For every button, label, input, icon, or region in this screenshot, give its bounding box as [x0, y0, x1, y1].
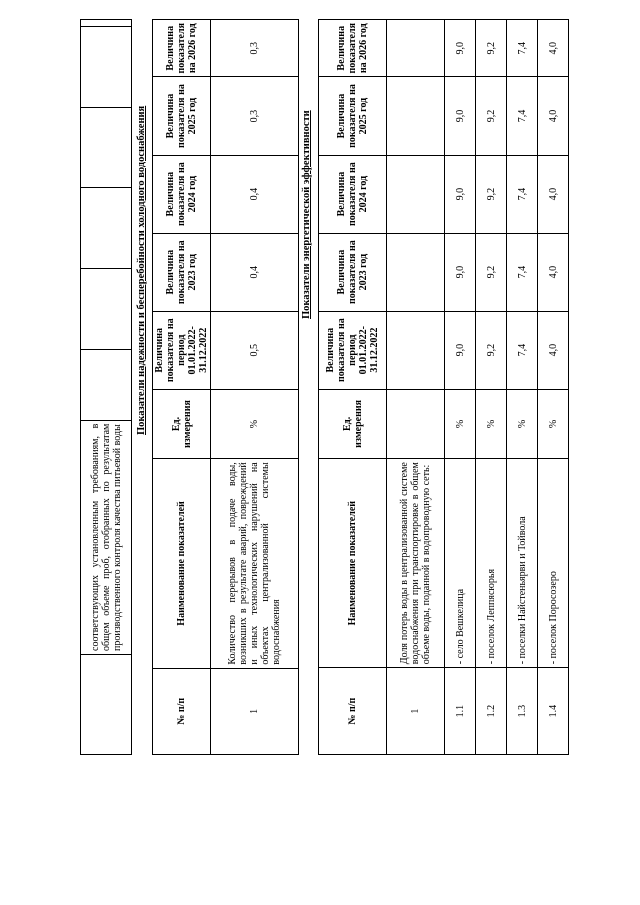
row-value-2023: 9,0 — [445, 233, 476, 311]
row-num: 1 — [387, 668, 445, 755]
row-unit: % — [445, 389, 476, 458]
row-value-2025: 0,3 — [211, 77, 299, 155]
row-value-2023 — [387, 233, 445, 311]
row-value-2025 — [387, 77, 445, 155]
row-num: 1 — [211, 668, 299, 754]
row-value-2025: 9,0 — [445, 77, 476, 155]
header-2025: Величина показателя на 2025 год — [319, 77, 387, 155]
row-unit — [387, 389, 445, 458]
header-2023: Величина показателя на 2023 год — [153, 233, 211, 311]
row-value-2024 — [387, 155, 445, 233]
row-value-2026: 9,2 — [476, 20, 507, 78]
header-name: Наименование показателей — [153, 459, 211, 668]
row-num: 1.2 — [476, 668, 507, 755]
row-value-2022: 7,4 — [507, 311, 538, 389]
row-unit: % — [538, 389, 569, 458]
row-value-2022 — [387, 311, 445, 389]
row-value-2024: 0,4 — [211, 155, 299, 233]
header-name: Наименование показателей — [319, 459, 387, 668]
row-name: Доля потерь воды в централизованной системе водоснабжения при транспортировке в общем объеме воды, поданной в водопроводную сеть: — [387, 459, 445, 668]
header-unit: Ед. измерения — [153, 389, 211, 458]
header-2025: Величина показателя на 2025 год — [153, 77, 211, 155]
row-unit: % — [507, 389, 538, 458]
row-value-2022: 9,2 — [476, 311, 507, 389]
table-row — [445, 20, 476, 755]
row-value-2024: 4,0 — [538, 155, 569, 233]
reliability-table — [152, 19, 299, 755]
energy-table — [318, 19, 569, 755]
row-value-2026: 9,0 — [445, 20, 476, 78]
top-fragment-empty-num — [81, 654, 132, 754]
row-value-2022: 0,5 — [211, 311, 299, 389]
header-2024: Величина показателя на 2024 год — [153, 155, 211, 233]
top-fragment-empty — [81, 188, 132, 269]
table-row — [507, 20, 538, 755]
section-energy-title: Показатели энергетической эффективности — [301, 110, 312, 319]
top-fragment-empty — [81, 27, 132, 108]
row-value-2024: 9,0 — [445, 155, 476, 233]
row-value-2023: 0,4 — [211, 233, 299, 311]
header-unit: Ед. измерения — [319, 389, 387, 458]
table-row — [538, 20, 569, 755]
top-fragment-table — [80, 19, 132, 755]
row-value-2025: 7,4 — [507, 77, 538, 155]
row-value-2025: 4,0 — [538, 77, 569, 155]
row-value-2025: 9,2 — [476, 77, 507, 155]
row-name: Количество перерывов в подаче воды, возникших в результате аварий, повреждений и иных технологических нарушений на объектах централизованной системы водоснабжения — [211, 459, 299, 668]
header-2022: Величина показателя на период 01.01.2022-31.12.2022 — [153, 311, 211, 389]
top-fragment-text: соответствующих установленным требованиям, в общем объеме проб, отобранных по результатам производственного контроля качества питьевой воды — [81, 420, 132, 654]
row-value-2023: 7,4 — [507, 233, 538, 311]
row-value-2023: 4,0 — [538, 233, 569, 311]
row-value-2024: 7,4 — [507, 155, 538, 233]
row-value-2023: 9,2 — [476, 233, 507, 311]
header-2023: Величина показателя на 2023 год — [319, 233, 387, 311]
row-unit: % — [211, 389, 299, 458]
row-value-2024: 9,2 — [476, 155, 507, 233]
row-name: - село Вешкелица — [445, 459, 476, 668]
top-fragment-empty — [81, 349, 132, 420]
table-row — [476, 20, 507, 755]
row-value-2022: 9,0 — [445, 311, 476, 389]
header-2026: Величина показателя на 2026 год — [153, 20, 211, 78]
table-header-row — [153, 20, 211, 755]
table-row — [211, 20, 299, 755]
row-num: 1.3 — [507, 668, 538, 755]
table-row — [387, 20, 445, 755]
row-value-2026: 0,3 — [211, 20, 299, 78]
row-value-2026: 7,4 — [507, 20, 538, 78]
table-header-row — [319, 20, 387, 755]
row-name: - поселок Поросозеро — [538, 459, 569, 668]
header-2022: Величина показателя на период 01.01.2022-31.12.2022 — [319, 311, 387, 389]
row-num: 1.1 — [445, 668, 476, 755]
row-unit: % — [476, 389, 507, 458]
top-fragment-empty — [81, 20, 132, 27]
row-num: 1.4 — [538, 668, 569, 755]
row-name: - поселок Леппясюрья — [476, 459, 507, 668]
header-2024: Величина показателя на 2024 год — [319, 155, 387, 233]
section-reliability-title: Показатели надежности и бесперебойности холодного водоснабжения — [136, 105, 147, 435]
top-fragment-empty — [81, 107, 132, 188]
row-value-2026 — [387, 20, 445, 78]
top-fragment-empty — [81, 269, 132, 350]
row-value-2026: 4,0 — [538, 20, 569, 78]
row-name: - поселки Найстеньярви и Тойвола — [507, 459, 538, 668]
header-2026: Величина показателя на 2026 год — [319, 20, 387, 78]
header-num: № п/п — [153, 668, 211, 754]
header-num: № п/п — [319, 668, 387, 755]
row-value-2022: 4,0 — [538, 311, 569, 389]
